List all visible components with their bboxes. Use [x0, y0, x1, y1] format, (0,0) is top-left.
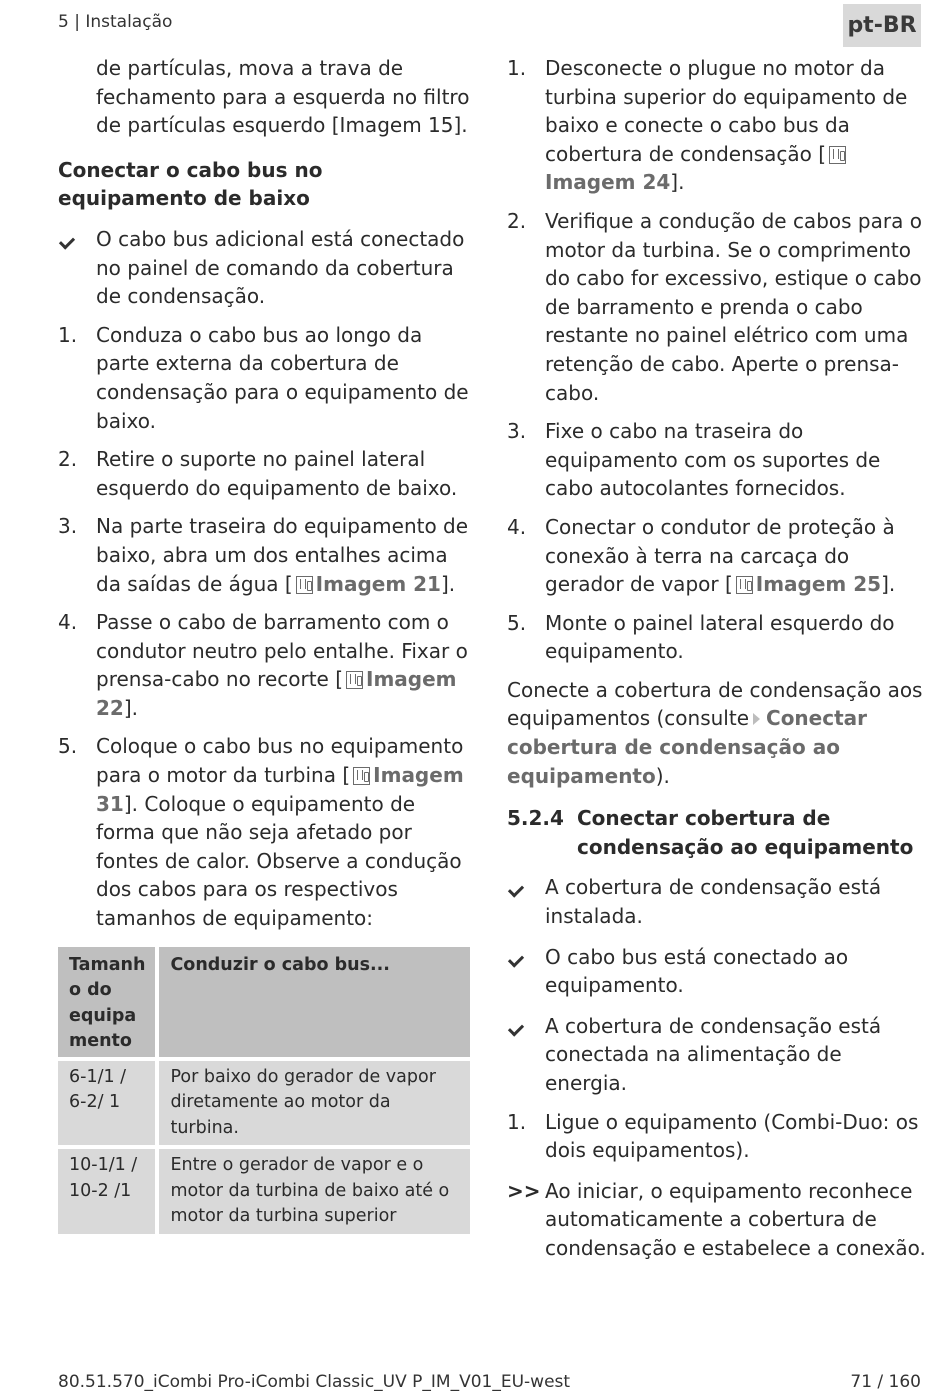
image-reference-text: Imagem 31 [96, 763, 464, 816]
table-cell: 10-1/1 / 10-2 /1 [58, 1149, 159, 1234]
prerequisite-text: O cabo bus adicional está conectado no painel de comando da cobertura de condensação. [96, 226, 465, 309]
right-column [507, 54, 927, 1273]
step-number: 1. [507, 1109, 527, 1134]
section-number: 5.2.4 [507, 806, 564, 831]
table-header-cell: Conduzir o cabo bus... [159, 947, 470, 1057]
step-text: Na parte traseira do equipamento de baixo, abra um dos entalhes acima da saídas de água [ [96, 514, 469, 596]
step-number: 1. [58, 322, 78, 347]
table-row [58, 1149, 470, 1234]
table-cell: Por baixo do gerador de vapor diretamente ao motor da turbina. [159, 1061, 470, 1146]
prerequisite-item [507, 1012, 927, 1098]
step-item [507, 54, 927, 197]
step-number: 3. [58, 514, 78, 539]
image-reference-link[interactable] [733, 572, 881, 596]
prerequisite-text: A cobertura de condensação está conectada na alimentação de energia. [545, 1013, 882, 1095]
step-number: 4. [507, 514, 527, 539]
step-text: Retire o suporte no painel lateral esquerdo do equipamento de baixo. [96, 447, 458, 500]
step-number: 2. [507, 208, 527, 233]
left-column [58, 54, 472, 1238]
arrow-right-icon [753, 713, 760, 725]
image-reference-link[interactable] [293, 572, 441, 596]
step-number: 4. [58, 610, 78, 635]
step-number: 1. [507, 56, 527, 80]
step-number: 5. [507, 610, 527, 635]
step-text: Fixe o cabo na traseira do equipamento com os suportes de cabo autocolantes fornecidos. [545, 419, 881, 501]
image-icon [346, 671, 363, 689]
result-marker: >> [507, 1178, 541, 1203]
prerequisite-item [507, 873, 927, 930]
prerequisite-item [58, 225, 472, 311]
step-text-end: ]. Coloque o equipamento de forma que não seja afetado por fontes de calor. Observe a condução dos cabos para os respectivos tamanhos de equipamento: [96, 791, 462, 931]
page-number: 71 / 160 [850, 1372, 921, 1392]
image-reference-text: Imagem 22 [96, 667, 457, 720]
section-link[interactable]: Conectar cobertura de condensação ao equipamento [507, 706, 868, 788]
step-text: Desconecte o plugue no motor da turbina superior do equipamento de baixo e conecte o cabo bus da cobertura de condensação [ [545, 56, 908, 166]
table-header-row [58, 947, 470, 1057]
image-reference-text: Imagem 25 [755, 572, 882, 597]
paragraph-text: Conecte a cobertura de condensação aos equipamentos (consulte [507, 677, 923, 731]
step-text: Conduza o cabo bus ao longo da parte externa da cobertura de condensação para o equipamento de baixo. [96, 322, 469, 433]
result-item [507, 1177, 927, 1263]
checkmark-icon [507, 1012, 545, 1098]
step-item [507, 513, 927, 599]
step-item [507, 609, 927, 666]
step-item [58, 445, 472, 502]
checkmark-icon [507, 873, 545, 930]
image-icon [353, 767, 370, 785]
step-text: Monte o painel lateral esquerdo do equipamento. [545, 610, 895, 664]
cross-reference-paragraph [507, 676, 927, 790]
section-title: Conectar cobertura de condensação ao equipamento [577, 806, 914, 859]
step-text-container [96, 732, 472, 932]
checkmark-icon [58, 225, 96, 311]
step-text: Conectar o condutor de proteção à conexão à terra na carcaça do gerador de vapor [ [545, 514, 895, 597]
prerequisite-item [507, 943, 927, 1000]
step-number: 2. [58, 447, 78, 472]
document-id: 80.51.570_iCombi Pro-iCombi Classic_UV P_IM_V01_EU-west [58, 1372, 571, 1392]
step-item [58, 321, 472, 435]
step-item [507, 207, 927, 407]
step-text-end: ]. [881, 572, 896, 597]
step-item [58, 512, 472, 598]
step-text-end: ]. [440, 571, 456, 596]
step-text: Coloque o cabo bus no equipamento para o motor da turbina [ [96, 734, 464, 788]
language-badge: pt-BR [843, 4, 921, 47]
step-text-end: ]. [670, 170, 685, 195]
step-text-container [545, 513, 927, 599]
image-reference-text: Imagem 24 [545, 170, 671, 195]
step-text-container [96, 512, 472, 598]
image-icon [829, 146, 846, 164]
prerequisite-text: A cobertura de condensação está instalada. [545, 875, 882, 929]
image-reference-text: Imagem 21 [315, 571, 441, 596]
step-text-container [545, 54, 927, 197]
step-text-container [96, 608, 472, 722]
image-icon [736, 576, 753, 594]
step-item [507, 417, 927, 503]
subheading: Conectar o cabo bus no equipamento de baixo [58, 157, 323, 211]
step-text: Passe o cabo de barramento com o condutor neutro pelo entalhe. Fixar o prensa-cabo no recorte [ [96, 610, 468, 692]
table-header-cell: Tamanh o do equipa mento [58, 947, 159, 1057]
checkmark-icon [507, 943, 545, 1000]
step-item [58, 608, 472, 722]
step-item [58, 732, 472, 932]
result-text: Ao iniciar, o equipamento reconhece automaticamente a cobertura de condensação e estabelece a conexão. [545, 1178, 926, 1260]
size-table [58, 943, 470, 1238]
table-cell: Entre o gerador de vapor e o motor da turbina de baixo até o motor da turbina superior [159, 1149, 470, 1234]
step-item [507, 1108, 927, 1165]
prerequisite-text: O cabo bus está conectado ao equipamento. [545, 944, 849, 998]
step-text: Verifique a condução de cabos para o motor da turbina. Se o comprimento do cabo for excessivo, estique o cabo de barramento e prenda o cabo restante no painel elétrico com uma retenção de cabo. Aperte o prensa-cabo. [545, 208, 922, 405]
table-row [58, 1061, 470, 1146]
step-number: 5. [58, 734, 78, 759]
continued-text: de partículas, mova a trava de fechamento para a esquerda no filtro de partículas esquerdo [Imagem 15]. [96, 56, 470, 138]
table-cell: 6-1/1 / 6-2/ 1 [58, 1061, 159, 1146]
paragraph-text-end: ). [655, 763, 670, 788]
section-heading [507, 804, 927, 861]
step-text-end: ]. [123, 695, 139, 720]
image-icon [296, 576, 313, 594]
step-number: 3. [507, 419, 527, 444]
section-header: 5 | Instalação [58, 12, 173, 32]
step-text: Ligue o equipamento (Combi-Duo: os dois equipamentos). [545, 1109, 919, 1163]
